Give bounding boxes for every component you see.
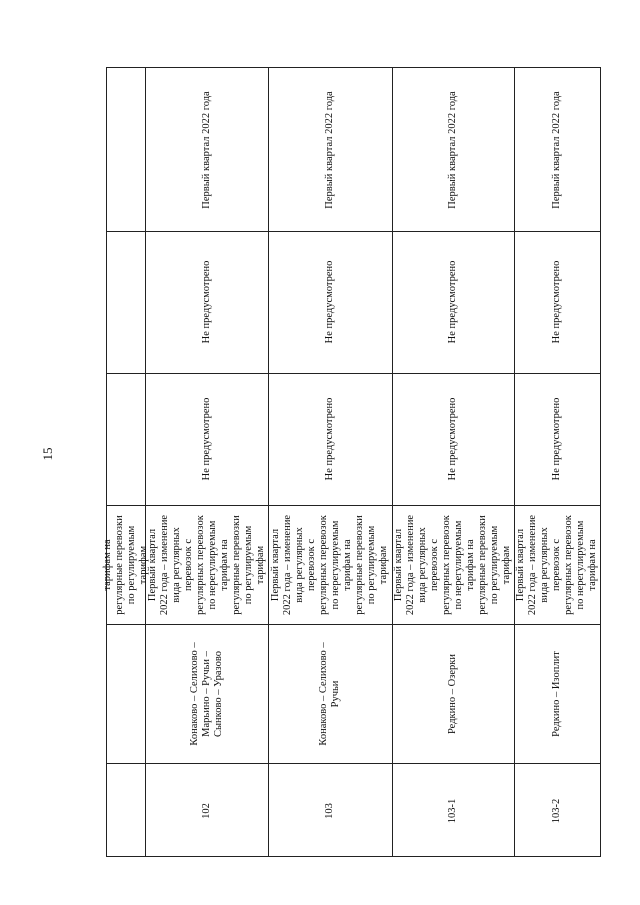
route-name: Редкино – Озерки — [447, 653, 458, 734]
col6-text: Первый квартал 2022 года — [447, 90, 458, 209]
route-number: 103-2 — [551, 798, 562, 823]
col6-cell — [392, 68, 514, 231]
route-name: Редкино – Изоплит — [551, 650, 562, 737]
col6-cell — [268, 68, 392, 231]
route-name-cell — [268, 624, 392, 763]
table-row — [392, 763, 514, 858]
periodicity-text: тарифам на регулярные перевозки по регулируемым тарифам — [102, 514, 149, 615]
route-name-cell — [145, 624, 268, 763]
route-name-cell — [392, 624, 514, 763]
col4-text: Не предусмотрено — [200, 397, 212, 481]
col6-text: Первый квартал 2022 года — [324, 90, 335, 209]
col6-text: Первый квартал 2022 года — [200, 90, 212, 209]
page-number: 15 — [40, 447, 55, 461]
col6-cell — [514, 68, 600, 231]
table-row — [514, 763, 600, 858]
col4-text: Не предусмотрено — [447, 397, 458, 481]
table-row — [145, 763, 268, 858]
col5-text: Не предусмотрено — [447, 260, 458, 344]
top-row-periodicity-cell — [102, 505, 149, 624]
route-name: Конаково – Селихово – Ручьи — [318, 641, 341, 746]
col5-text: Не предусмотрено — [200, 260, 212, 344]
col5-cell — [268, 231, 392, 373]
route-number: 103 — [324, 802, 335, 819]
col5-cell — [145, 231, 268, 373]
route-name-cell — [514, 624, 600, 763]
col5-text: Не предусмотрено — [551, 260, 562, 344]
col6-text: Первый квартал 2022 года — [551, 90, 562, 209]
periodicity-cell — [268, 505, 392, 624]
col4-cell — [145, 373, 268, 505]
routes-table — [102, 67, 601, 857]
col6-cell — [145, 68, 268, 231]
periodicity-text: Первый квартал 2022 года – изменение вида регулярных перевозок с регулярных перевозок по нерегулируемым тарифам на регулярные перевозки по регулируемым тарифам — [270, 514, 389, 615]
col5-cell — [514, 231, 600, 373]
col4-cell — [514, 373, 600, 505]
periodicity-text: Первый квартал 2022 года – изменение вида регулярных перевозок с регулярных перевозок по нерегулируемым тарифам на регулярные перевозки по регулируемым тарифам — [146, 514, 266, 615]
route-number: 103-1 — [447, 798, 458, 823]
col4-cell — [392, 373, 514, 505]
periodicity-cell — [514, 505, 600, 624]
route-number: 102 — [200, 802, 212, 819]
route-name: Конаково – Селихово – Марьино – Ручьи – Сынково – Уразово — [188, 641, 224, 746]
col5-text: Не предусмотрено — [324, 260, 335, 344]
periodicity-text: Первый квартал 2022 года – изменение вида регулярных перевозок с регулярных перевозок по нерегулируемым тарифам на регулярные перевозки по регулируемым тарифам — [393, 514, 512, 615]
col5-cell — [392, 231, 514, 373]
col4-text: Не предусмотрено — [324, 397, 335, 481]
col4-text: Не предусмотрено — [551, 397, 562, 481]
periodicity-cell — [392, 505, 514, 624]
periodicity-text: Первый квартал 2022 года – изменение вида регулярных перевозок с регулярных перевозок по нерегулируемым тарифам на — [515, 514, 598, 615]
table-row — [268, 763, 392, 858]
col4-cell — [268, 373, 392, 505]
periodicity-cell — [145, 505, 268, 624]
